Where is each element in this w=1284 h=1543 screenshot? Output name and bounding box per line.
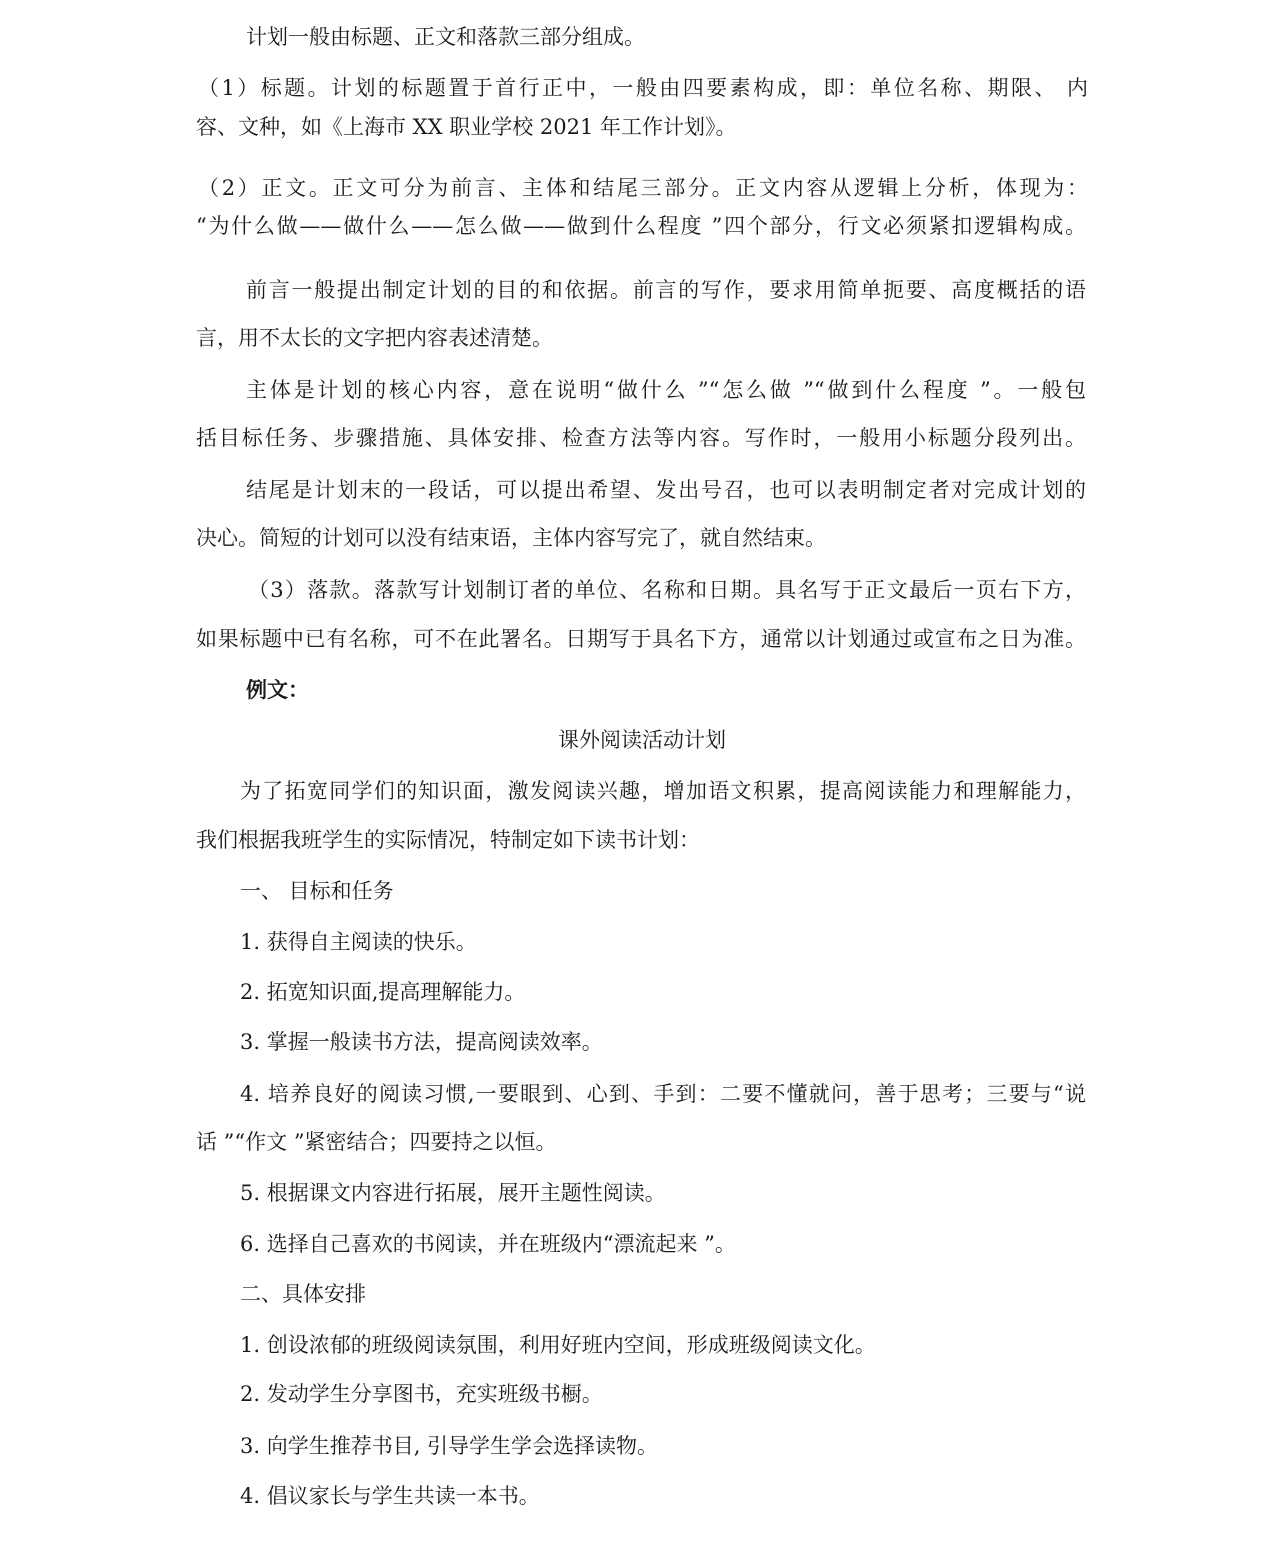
paragraph-title-line-1: （1）标题。计划的标题置于首行正中，一般由四要素构成，即：单位名称、期限、 内 [198, 76, 1088, 100]
goal-item-2: 2. 拓宽知识面,提高理解能力。 [240, 980, 526, 1004]
arrangement-item-3: 3. 向学生推荐书目, 引导学生学会选择读物。 [240, 1434, 659, 1458]
example-intro-line-2: 我们根据我班学生的实际情况，特制定如下读书计划： [196, 828, 700, 852]
arrangement-item-2: 2. 发动学生分享图书，充实班级书橱。 [240, 1382, 603, 1406]
paragraph-preface-line-2: 言，用不太长的文字把内容表述清楚。 [196, 326, 553, 350]
paragraph-preface-line-1: 前言一般提出制定计划的目的和依据。前言的写作，要求用简单扼要、高度概括的语 [246, 278, 1086, 302]
arrangement-item-4: 4. 倡议家长与学生共读一本书。 [240, 1484, 540, 1508]
paragraph-main-line-1: 主体是计划的核心内容，意在说明“做什么 ”“怎么做 ”“做到什么程度 ”。一般包 [246, 378, 1086, 402]
paragraph-signature-line-1: （3）落款。落款写计划制订者的单位、名称和日期。具名写于正文最后一页右下方， [248, 578, 1086, 602]
paragraph-body-line-1: （2）正文。正文可分为前言、主体和结尾三部分。正文内容从逻辑上分析，体现为： [198, 176, 1088, 200]
arrangement-item-1: 1. 创设浓郁的班级阅读氛围，利用好班内空间，形成班级阅读文化。 [240, 1333, 876, 1357]
paragraph-signature-line-2: 如果标题中已有名称，可不在此署名。日期写于具名下方，通常以计划通过或宣布之日为准。 [196, 627, 1086, 651]
example-intro-line-1: 为了拓宽同学们的知识面，激发阅读兴趣，增加语文积累，提高阅读能力和理解能力， [240, 779, 1086, 803]
paragraph-ending-line-1: 结尾是计划末的一段话，可以提出希望、发出号召，也可以表明制定者对完成计划的 [246, 478, 1086, 502]
paragraph-body-line-2: “为什么做——做什么——怎么做——做到什么程度 ”四个部分，行文必须紧扣逻辑构成。 [196, 214, 1086, 238]
goal-item-1: 1. 获得自主阅读的快乐。 [240, 930, 477, 954]
paragraph-main-line-2: 括目标任务、步骤措施、具体安排、检查方法等内容。写作时，一般用小标题分段列出。 [196, 426, 1086, 450]
example-label: 例文： [246, 678, 309, 702]
paragraph-ending-line-2: 决心。简短的计划可以没有结束语，主体内容写完了，就自然结束。 [196, 526, 826, 550]
goal-item-4-line-2: 话 ”“作文 ”紧密结合；四要持之以恒。 [196, 1130, 557, 1154]
goal-item-3: 3. 掌握一般读书方法，提高阅读效率。 [240, 1030, 603, 1054]
section-heading-arrangements: 二、具体安排 [240, 1282, 366, 1306]
paragraph-intro: 计划一般由标题、正文和落款三部分组成。 [246, 25, 645, 49]
paragraph-title-line-2: 容、文种，如《上海市 XX 职业学校 2021 年工作计划》。 [196, 115, 737, 139]
goal-item-4-line-1: 4. 培养良好的阅读习惯,一要眼到、心到、手到：二要不懂就问，善于思考；三要与“说 [240, 1082, 1086, 1106]
goal-item-6: 6. 选择自己喜欢的书阅读，并在班级内“漂流起来 ”。 [240, 1232, 736, 1256]
goal-item-5: 5. 根据课文内容进行拓展，展开主题性阅读。 [240, 1181, 666, 1205]
section-heading-goals: 一、 目标和任务 [240, 879, 394, 903]
example-title: 课外阅读活动计划 [558, 728, 726, 752]
